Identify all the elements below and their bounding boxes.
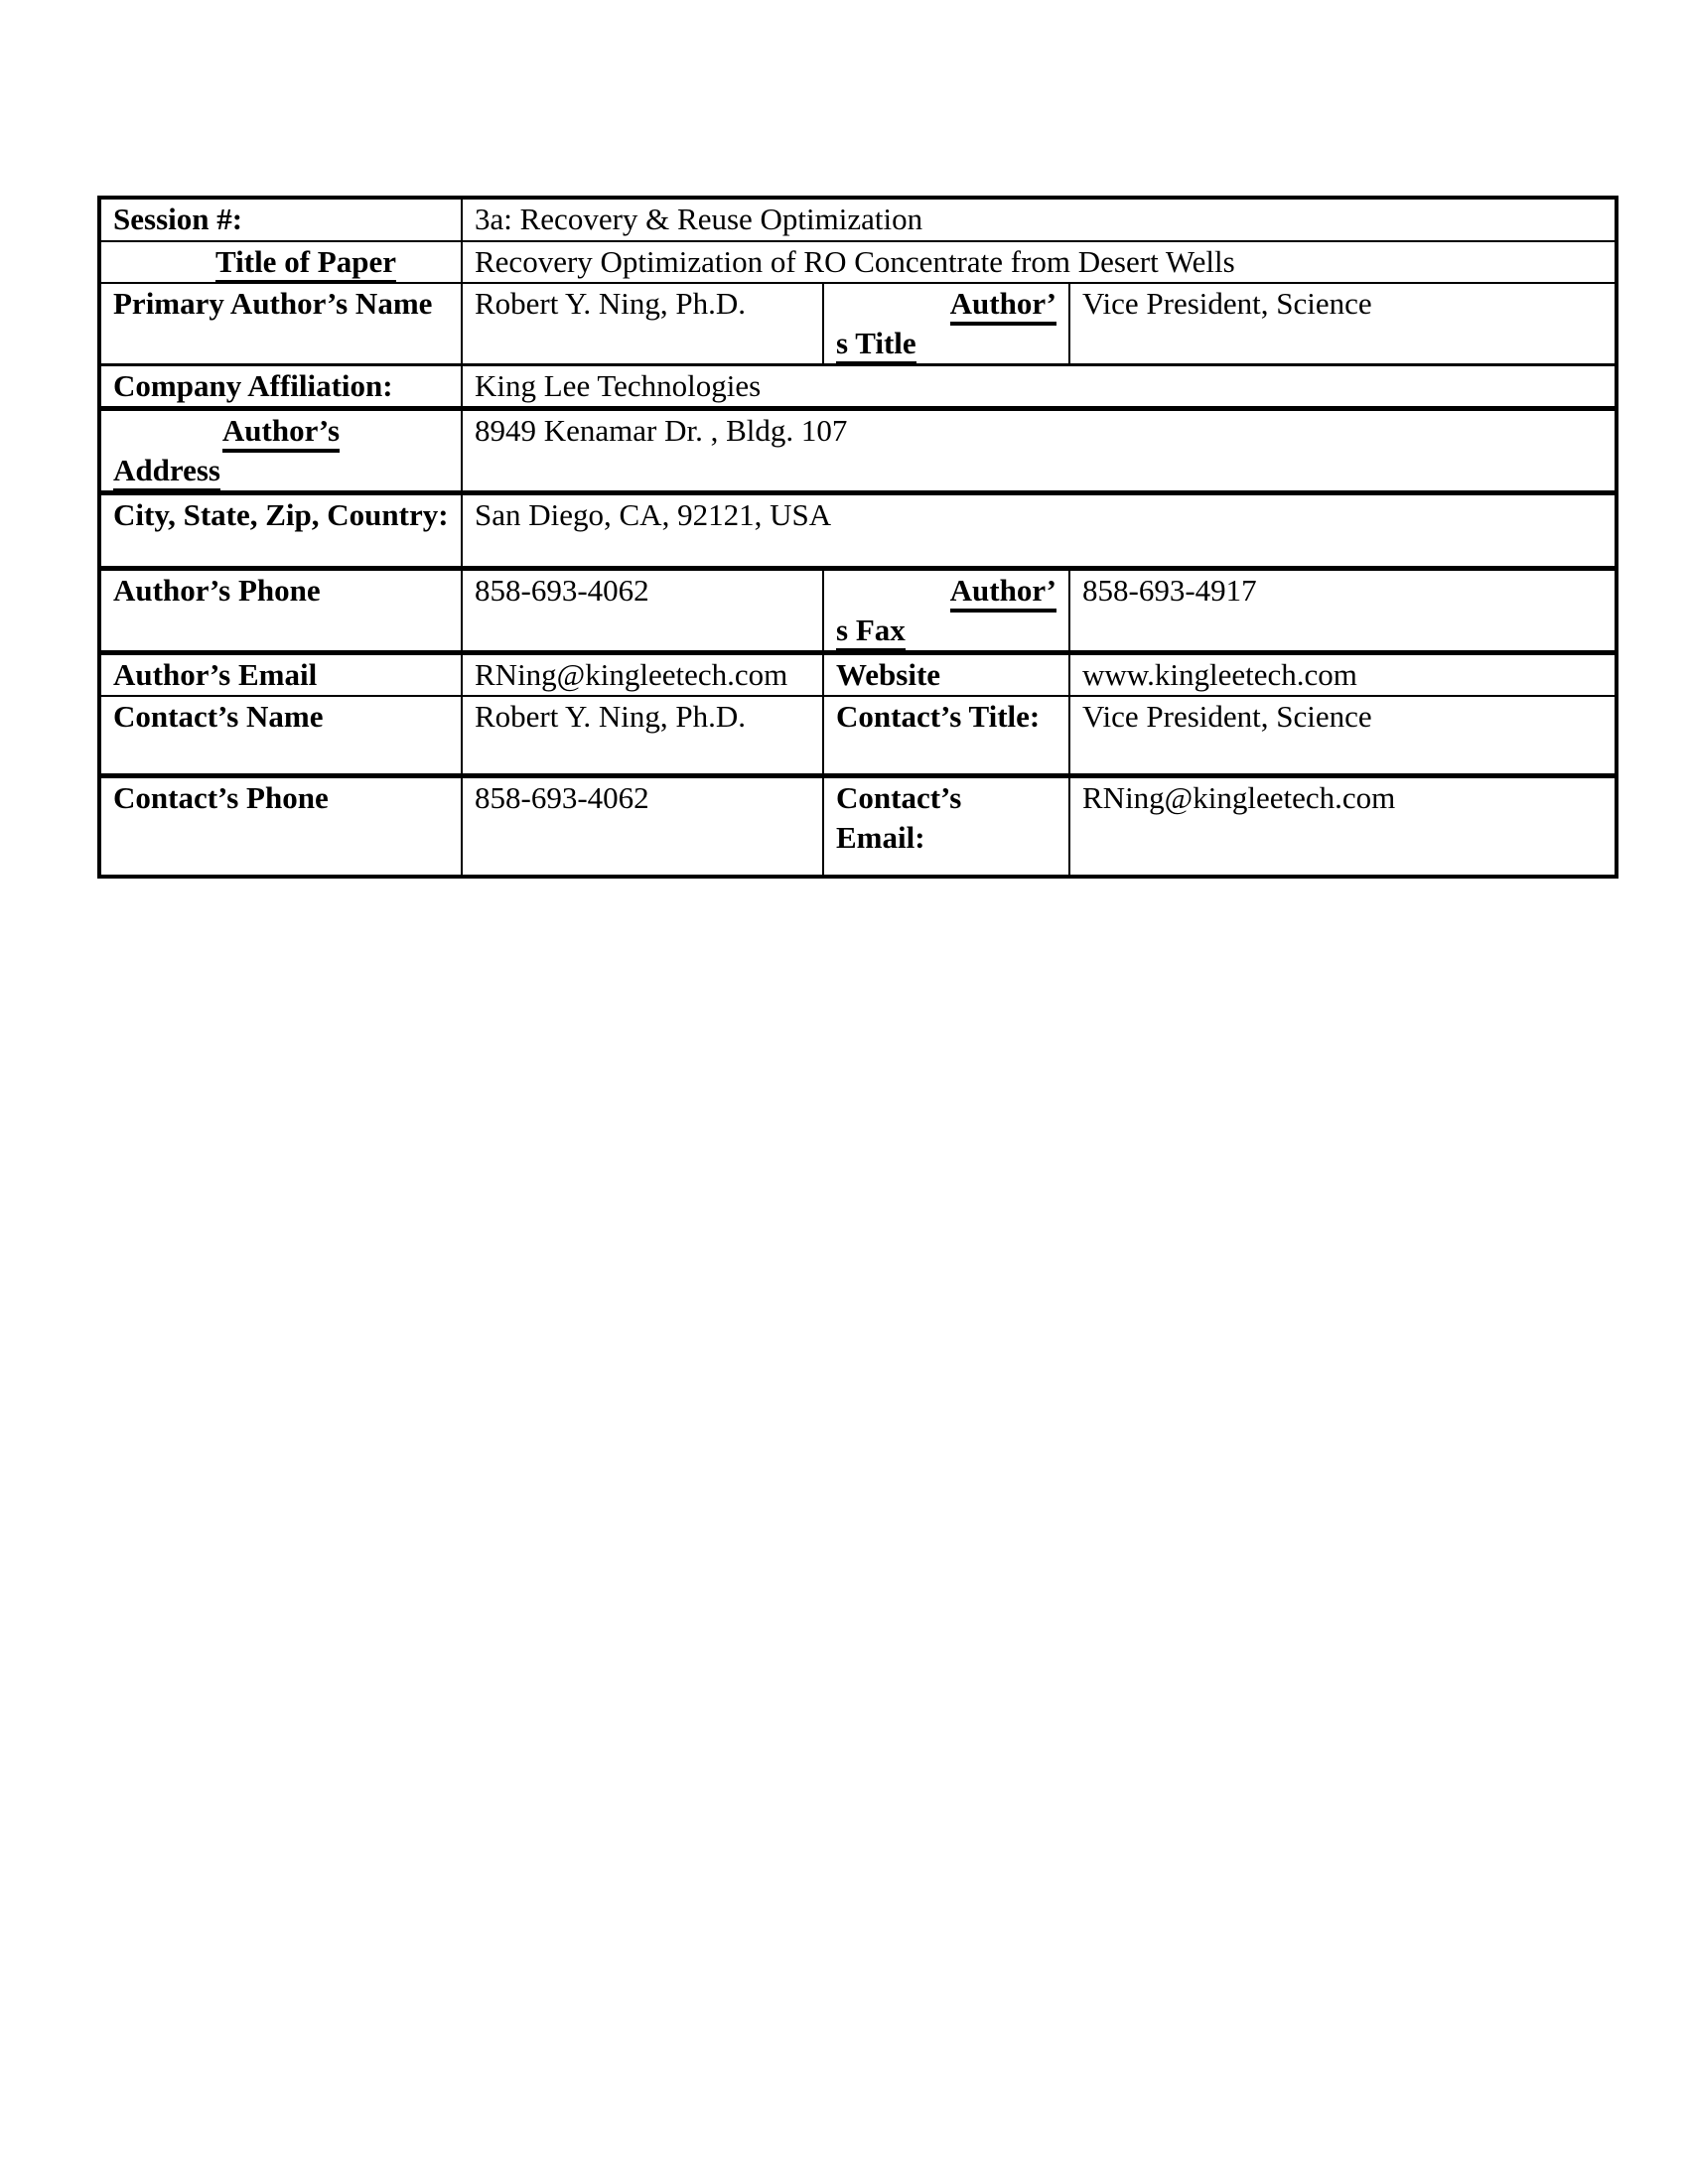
primary-author-label-cell [99,283,462,365]
contact-phone-label: Contact’s Phone [113,779,329,815]
primary-author-value-cell [462,283,823,365]
author-fax-label-cell [823,569,1069,653]
row-city [99,493,1617,569]
author-phone-value-cell [462,569,823,653]
company-label: Company Affiliation: [113,368,393,403]
city-label-cell [99,493,462,569]
session-label-cell [99,198,462,241]
address-label-line2: Address [113,453,220,492]
session-value-cell [462,198,1617,241]
row-company [99,365,1617,409]
website-label-cell [823,653,1069,697]
contact-name-label-cell [99,696,462,775]
author-phone-label-cell [99,569,462,653]
author-title-value: Vice President, Science [1082,286,1372,321]
row-address [99,409,1617,493]
author-fax-label-line2: s Fax [836,613,906,652]
primary-author-label: Primary Author’s Name [113,286,433,321]
contact-title-value-cell [1069,696,1617,775]
contact-email-value: RNing@kingleetech.com [1082,779,1396,815]
session-label: Session #: [113,202,243,236]
city-label: City, State, Zip, Country: [113,497,449,532]
author-phone-label: Author’s Phone [113,573,321,608]
company-label-cell [99,365,462,409]
address-value: 8949 Kenamar Dr. , Bldg. 107 [475,413,848,448]
contact-email-label: Contact’s Email: [836,779,962,855]
title-label: Title of Paper [215,244,396,283]
session-value: 3a: Recovery & Reuse Optimization [475,202,923,236]
website-value-cell [1069,653,1617,697]
title-value-cell [462,241,1617,283]
contact-name-value: Robert Y. Ning, Ph.D. [475,699,746,734]
author-fax-value-cell [1069,569,1617,653]
contact-email-value-cell [1069,775,1617,877]
row-primary-author [99,283,1617,365]
author-title-label-line1: Author’ [950,286,1056,326]
contact-phone-label-cell [99,775,462,877]
author-email-value-cell [462,653,823,697]
author-fax-value: 858-693-4917 [1082,573,1257,608]
contact-phone-value-cell [462,775,823,877]
row-contact-name [99,696,1617,775]
author-title-label-line2: s Title [836,326,916,365]
paper-title-value: Recovery Optimization of RO Concentrate from Desert Wells [475,244,1235,279]
contact-title-value: Vice President, Science [1082,699,1372,734]
website-label: Website [836,657,941,692]
address-label-line1: Author’s [222,413,340,453]
contact-email-label-cell [823,775,1069,877]
author-email-label-cell [99,653,462,697]
row-contact-phone [99,775,1617,877]
author-email-label: Author’s Email [113,657,318,692]
city-value-cell [462,493,1617,569]
title-label-cell [99,241,462,283]
row-session [99,198,1617,241]
city-value: San Diego, CA, 92121, USA [475,497,832,532]
contact-title-label-cell [823,696,1069,775]
contact-name-label: Contact’s Name [113,699,324,734]
author-title-label-cell [823,283,1069,365]
company-value-cell [462,365,1617,409]
author-phone-value: 858-693-4062 [475,573,649,608]
author-email-value: RNing@kingleetech.com [475,657,788,692]
contact-title-label: Contact’s Title: [836,699,1041,734]
row-title [99,241,1617,283]
author-title-value-cell [1069,283,1617,365]
primary-author-value: Robert Y. Ning, Ph.D. [475,286,746,321]
row-author-email [99,653,1617,697]
address-label-cell [99,409,462,493]
website-value: www.kingleetech.com [1082,657,1357,692]
author-fax-label-line1: Author’ [950,573,1056,613]
contact-phone-value: 858-693-4062 [475,779,649,815]
address-value-cell [462,409,1617,493]
contact-name-value-cell [462,696,823,775]
row-author-phone [99,569,1617,653]
company-value: King Lee Technologies [475,368,762,403]
submission-info-table [97,196,1618,879]
